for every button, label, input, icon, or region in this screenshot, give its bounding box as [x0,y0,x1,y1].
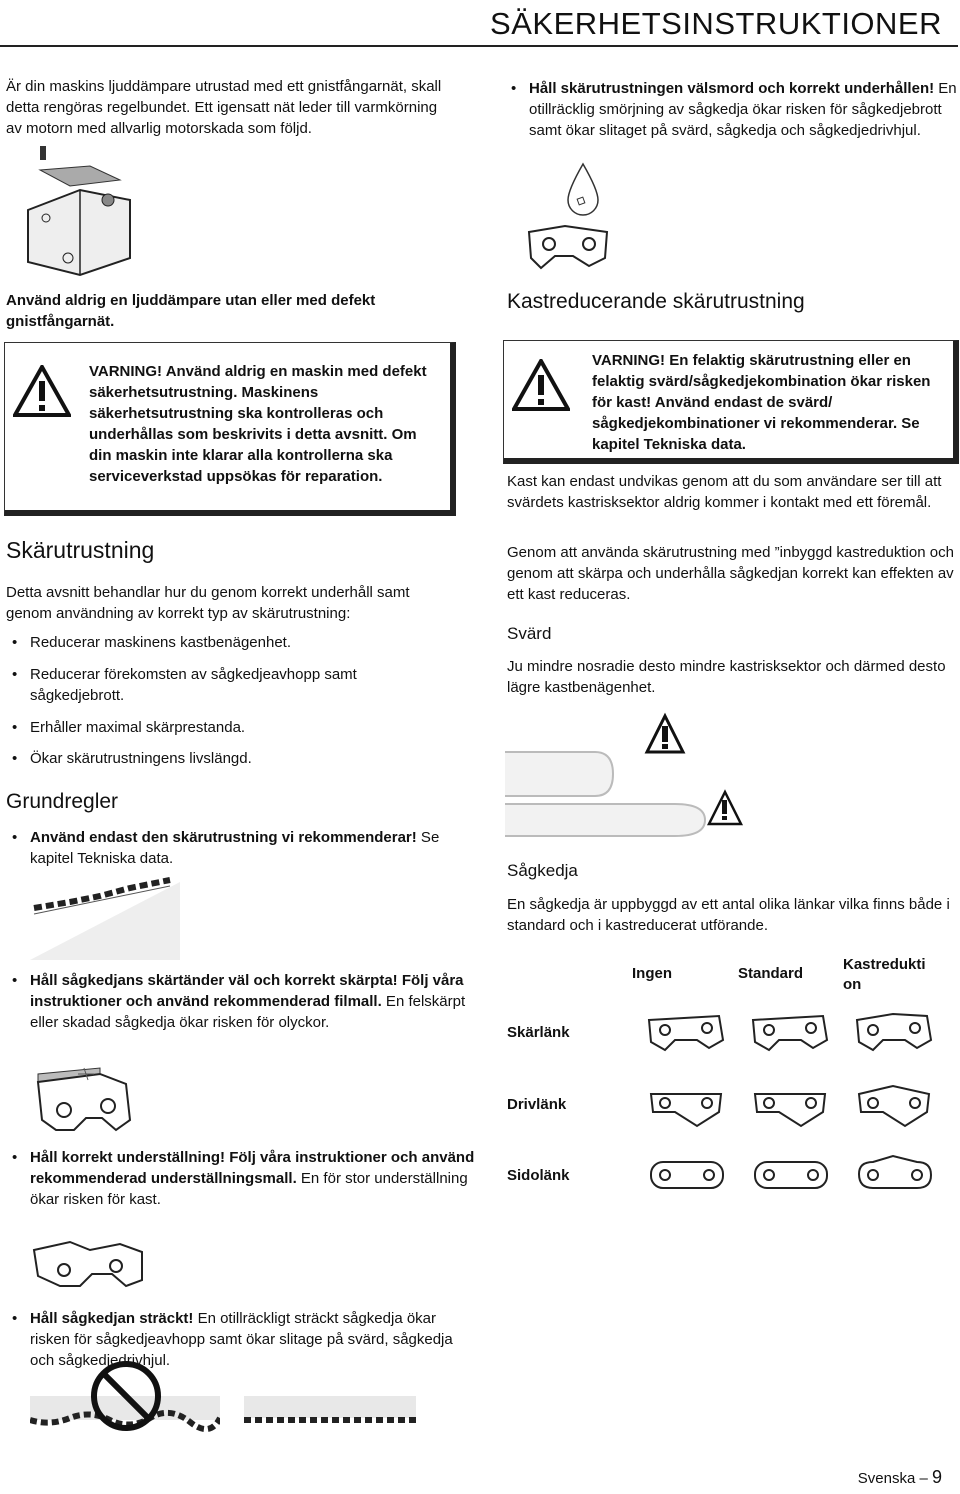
side-link-icon [651,1162,723,1188]
drive-link-icon [755,1094,825,1126]
heading-grundregler: Grundregler [6,790,119,813]
row-drivlank: Drivlänk [507,1096,567,1113]
page-number: 9 [931,1467,942,1487]
row-sidolank: Sidolänk [507,1167,570,1184]
side-links-row [645,1154,955,1200]
footer-language: Svenska [857,1470,916,1487]
bar-text: Ju mindre nosradie desto mindre kastrisksektor och därmed desto lägre kastbenägenhet. [507,658,946,696]
heading-kastreducerande: Kastreducerande skärutrustning [507,290,805,313]
oil-drop-icon [558,160,608,220]
col-kastreduktion: Kastredukti on [843,956,926,993]
bullet-item: • Erhåller maximal skärprestanda. [12,719,246,736]
heading-svard: Svärd [507,624,552,643]
page-footer [858,1467,942,1488]
warning-text-safety [89,361,439,487]
bullet-item: • Reducerar förekomsten av sågkedjeavhopp samt sågkedjebrott. [12,666,357,704]
heading-skarutrustning: Skärutrustning [6,537,155,563]
page-title: SÄKERHETSINSTRUKTIONER [490,6,942,41]
warning-box-safety [4,342,456,516]
heading-sagkedja: Sågkedja [507,861,578,880]
chain-illustration [30,872,180,960]
side-link-icon [755,1162,827,1188]
warning-box-kickback [503,340,959,464]
rule-item: • Håll korrekt underställning! Följ våra instruktioner och använd rekommenderad underställningsmall. En för stor underställning ökar risken för kast. [12,1149,475,1208]
kickback-paragraph-1: Kast kan endast undvikas genom att du som användare ser till att svärdets kastrisksektor aldrig kommer i kontakt med ett föremål. [507,473,942,511]
side-link-icon [859,1156,931,1188]
spark-arrester-intro: Är din maskins ljuddämpare utrustad med ett gnistfångarnät, skall detta rengöras regelbundet. Ett igensatt nät leder till varmkörning av motorn med allvarlig motorskada som följd. [6,78,442,137]
warning-triangle-icon [512,359,570,411]
row-skarlank: Skärlänk [507,1024,570,1041]
warning-label: VARNING! [592,352,666,369]
loose-chain-illustration [30,1356,220,1436]
chain-text: En sågkedja är uppbyggd av ett antal olika länkar vilka finns både i standard och i kastreducerat utförande. [507,896,950,934]
muffler-warning: Använd aldrig en ljuddämpare utan eller med defekt gnistfångarnät. [6,292,376,330]
bullet-item: • Reducerar maskinens kastbenägenhet. [12,634,291,651]
warning-label: VARNING! [89,363,163,380]
depth-gauge-illustration [30,1230,150,1290]
warning-text-kickback [592,350,946,455]
warning-body: En felaktig skärutrustning eller en felaktig svärd/sågkedjekombination ökar risken för kast! Använd endast de svärd/ sågkedjekombinationer vi rekommenderar. Se kapitel Tekniska data. [592,352,931,453]
header-rule [0,45,958,47]
cutter-link-illustration [30,1060,140,1140]
lubrication-rule: • Håll skärutrustningen välsmord och korrekt underhållen! En otillräcklig smörjning av sågkedja ökar risken för sågkedjebrott samt ökar slitaget på svärd, sågkedja och sågkedjedrivhjul. [511,80,957,139]
warning-triangle-icon [13,365,71,417]
rule-item: • Håll sågkedjans skärtänder väl och korrekt skärpta! Följ våra instruktioner och använd rekommenderad filmall. En felskärpt eller skadad sågkedja ökar risken för olyckor. [12,972,466,1031]
kickback-paragraph-2: Genom att använda skärutrustning med ”inbyggd kastreduktion och genom att skärpa och underhålla sågkedjan korrekt kan effekten av ett kast reduceras. [507,544,954,603]
bullet-item: • Ökar skärutrustningens livslängd. [12,750,252,767]
tight-chain-illustration [244,1396,416,1436]
cutter-link-icon [857,1014,931,1050]
rule-item: • Använd endast den skärutrustning vi rekommenderar! Se kapitel Tekniska data. [12,829,440,867]
drive-links-row [645,1082,955,1132]
bar-nose-illustration [505,712,745,842]
drive-link-illustration [525,222,615,278]
cutter-link-icon [649,1016,723,1050]
cutter-link-icon [753,1016,827,1050]
col-standard: Standard [738,965,804,982]
rule-item: • Håll sågkedjan sträckt! En otillräckligt sträckt sågkedja ökar risken för sågkedjeavhopp samt ökar slitage på svärd, sågkedja och sågkedjedrivhjul. [12,1310,453,1369]
cutter-links-row [645,1010,955,1060]
footer-separator: – [919,1470,928,1487]
col-ingen: Ingen [632,965,672,982]
drive-link-icon [859,1086,929,1126]
muffler-illustration [20,140,140,280]
warning-body: Använd aldrig en maskin med defekt säkerhetsutrustning. Maskinens säkerhetsutrustning ska kontrolleras och underhållas som beskrivits i detta avsnitt. Om din maskin inte klarar alla kontrollerna ska serviceverkstad uppsökas för reparation. [89,363,427,485]
section-intro: Detta avsnitt behandlar hur du genom korrekt underhåll samt genom användning av korrekt typ av skärutrustning: [6,584,410,622]
drive-link-icon [651,1094,721,1126]
